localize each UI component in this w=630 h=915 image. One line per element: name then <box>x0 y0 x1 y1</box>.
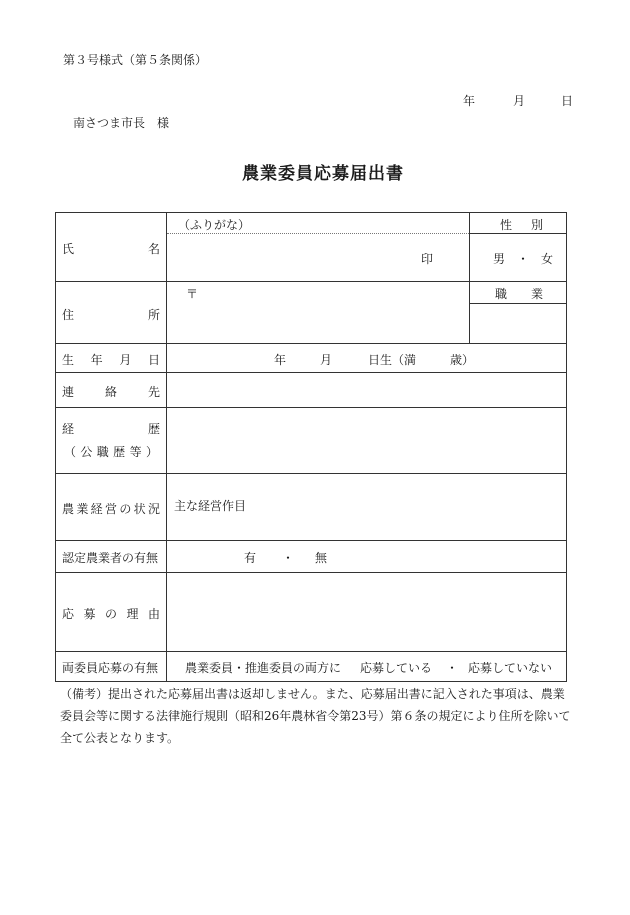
birthdate-label: 生 年 月 日 <box>62 353 160 367</box>
gender-options: 男 ・ 女 <box>493 252 554 266</box>
document-title: 農業委員応募届出書 <box>242 164 404 184</box>
dual-dot: ・ <box>446 661 459 675</box>
form-number: 第３号様式（第５条関係） <box>63 53 208 67</box>
certified-no: 無 <box>315 551 328 565</box>
certified-dot: ・ <box>282 551 295 565</box>
dual-yes: 応募している <box>360 661 433 675</box>
birth-year: 年 <box>274 353 287 367</box>
remarks: （備考）提出された応募届出書は返却しません。また、応募届出書に記入された事項は、農業委員会等に関する法律施行規則（昭和26年農林省令第23号）第６条の規定により住所を除いて全て公表となります。 <box>60 687 571 745</box>
farming-label: 農 業 経 営 の 状 況 <box>62 502 160 516</box>
date-month: 月 <box>513 94 526 108</box>
farming-value: 主な経営作目 <box>174 499 247 513</box>
addressee: 南さつま市長 様 <box>73 116 170 130</box>
certified-label: 認定農業者の有無 <box>62 551 159 565</box>
gender-header: 性 別 <box>500 218 543 232</box>
birth-month: 月 <box>320 353 333 367</box>
dual-label: 両委員応募の有無 <box>62 661 159 675</box>
date-year: 年 <box>463 94 476 108</box>
certified-yes: 有 <box>244 551 257 565</box>
birth-day-age: 日生（満 <box>368 353 417 367</box>
dual-no: 応募していない <box>468 661 553 675</box>
reason-label: 応 募 の 理 由 <box>62 607 160 621</box>
occupation-header: 職 業 <box>495 287 543 301</box>
seal-mark: 印 <box>421 252 434 266</box>
date-day: 日 <box>561 94 574 108</box>
postal-mark: 〒 <box>186 287 199 301</box>
address-label: 住 所 <box>62 308 160 322</box>
age-suffix: 歳） <box>450 353 475 367</box>
career-sublabel: （ 公 職 歴 等 ） <box>64 445 158 459</box>
furigana-label: （ふりがな） <box>178 218 251 232</box>
contact-label: 連 絡 先 <box>62 385 160 399</box>
career-label: 経 歴 <box>62 422 160 436</box>
dual-prefix: 農業委員・推進委員の両方に <box>185 661 342 675</box>
name-label: 氏 名 <box>62 242 160 256</box>
